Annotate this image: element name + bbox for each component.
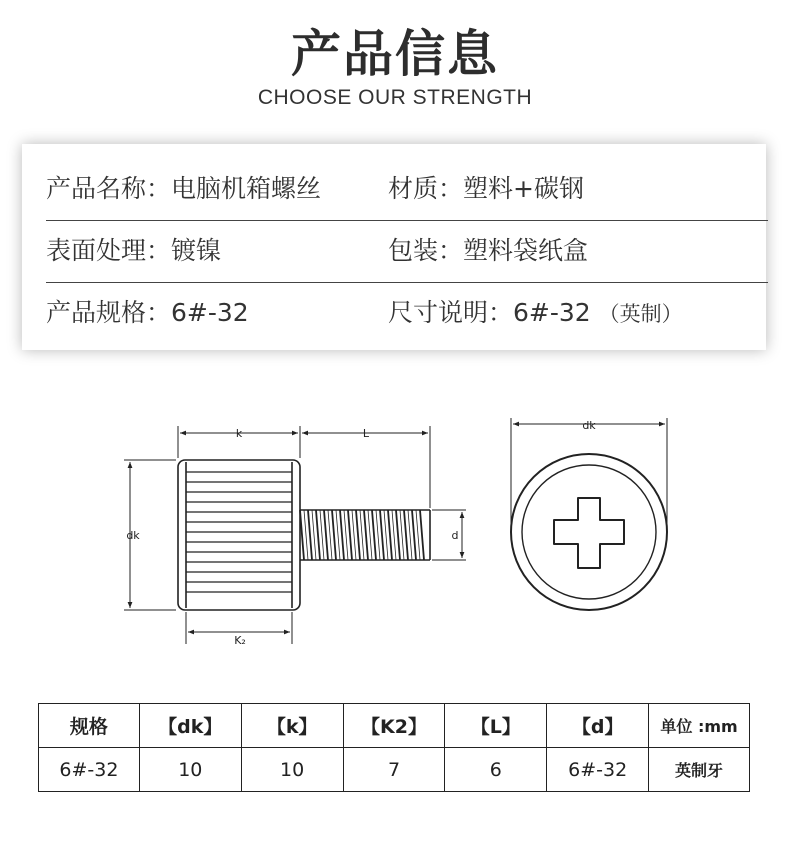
col-unit: 单位 :mm xyxy=(649,704,750,748)
cell-spec: 6#-32 xyxy=(39,748,140,792)
col-dk: 【dk】 xyxy=(139,704,241,748)
cell-d: 6#-32 xyxy=(547,748,649,792)
label-d: d xyxy=(451,529,459,542)
cell-dk: 10 xyxy=(139,748,241,792)
col-k2: 【K2】 xyxy=(343,704,445,748)
head-inner-circle xyxy=(522,465,656,599)
cell-L: 6 xyxy=(445,748,547,792)
top-view xyxy=(511,454,667,610)
spec-table-header-row xyxy=(39,704,750,748)
cell-k: 10 xyxy=(241,748,343,792)
cell-k2: 7 xyxy=(343,748,445,792)
threaded-shaft xyxy=(300,510,430,560)
info-packaging: 包装：塑料袋纸盒 xyxy=(388,236,589,265)
knurl-lines xyxy=(186,472,292,592)
side-view xyxy=(178,460,430,610)
phillips-cross-icon xyxy=(554,498,624,568)
page-subtitle: CHOOSE OUR STRENGTH xyxy=(257,86,533,109)
cell-thread-type: 英制牙 xyxy=(649,748,750,792)
info-material: 材质：塑料+碳钢 xyxy=(388,174,584,203)
col-d: 【d】 xyxy=(547,704,649,748)
info-surface-treatment: 表面处理：镀镍 xyxy=(46,236,222,265)
spec-table xyxy=(38,703,750,792)
info-product-name: 产品名称：电脑机箱螺丝 xyxy=(46,174,322,203)
col-spec: 规格 xyxy=(39,704,140,748)
label-dk-top: dk xyxy=(582,419,596,432)
info-size-unit-note: （英制） xyxy=(598,302,683,326)
screw-technical-drawing xyxy=(0,400,790,660)
info-row xyxy=(46,220,768,283)
info-size-note xyxy=(388,282,683,344)
info-row xyxy=(46,158,768,221)
top-view-dimensions xyxy=(511,418,667,528)
label-L: L xyxy=(362,427,370,440)
head-outer-circle xyxy=(511,454,667,610)
info-row xyxy=(46,282,768,344)
spec-table-row xyxy=(39,748,750,792)
label-k2: K₂ xyxy=(234,634,246,647)
label-k: k xyxy=(235,427,243,440)
page-title: 产品信息 xyxy=(291,25,499,83)
label-dk-side: dk xyxy=(126,529,140,542)
col-k: 【k】 xyxy=(241,704,343,748)
col-L: 【L】 xyxy=(445,704,547,748)
info-spec: 产品规格：6#-32 xyxy=(46,298,249,327)
info-size-value: 尺寸说明：6#-32 xyxy=(388,298,591,327)
product-info-card xyxy=(22,144,766,350)
